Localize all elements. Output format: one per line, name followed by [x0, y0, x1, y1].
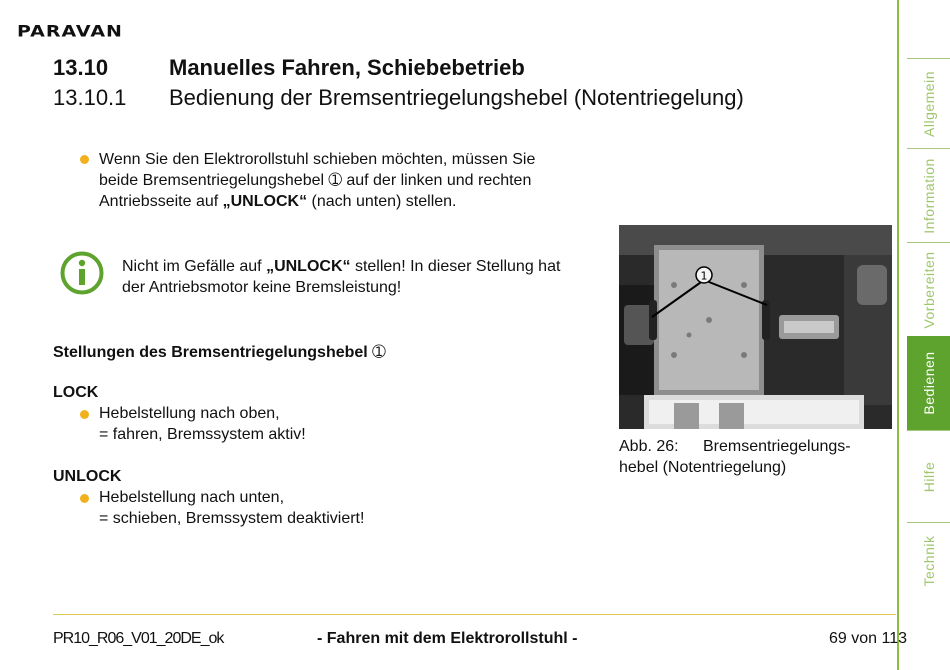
info-icon — [60, 251, 104, 295]
footer-divider — [53, 614, 896, 615]
figure-label: Abb. 26: — [619, 438, 679, 455]
note-line-2: der Antriebsmotor keine Bremsleistung! — [122, 279, 402, 296]
tab-vorbereiten[interactable]: Vorbereiten — [907, 242, 950, 337]
section-heading — [53, 55, 525, 81]
tab-allgemein[interactable]: Allgemein — [907, 58, 950, 149]
bullet-icon — [80, 155, 89, 164]
figure-marker: 1 — [700, 269, 708, 283]
bullet-icon — [80, 410, 89, 419]
logo-text: PARAVAN — [17, 22, 123, 41]
chapter-sidebar — [907, 58, 950, 598]
unlock-heading: UNLOCK — [53, 468, 122, 485]
note-unlock-emphasis: „UNLOCK“ — [266, 258, 351, 275]
margin-rule — [897, 0, 899, 670]
brake-lever-photo — [619, 225, 892, 429]
section-number: 13.10 — [53, 55, 109, 80]
lock-description: Hebelstellung nach oben, = fahren, Bremssystem aktiv! — [99, 405, 306, 443]
section-title: Manuelles Fahren, Schiebebetrieb — [169, 55, 525, 80]
tab-technik[interactable]: Technik — [907, 522, 950, 599]
warning-note — [122, 256, 560, 298]
document-id: PR10_R06_V01_20DE_ok — [53, 630, 224, 647]
tab-information[interactable]: Information — [907, 148, 950, 243]
paravan-logo — [17, 22, 123, 41]
unlock-description: Hebelstellung nach unten, = schieben, Bremssystem deaktiviert! — [99, 489, 365, 527]
page-number: 69 von 113 — [829, 630, 907, 647]
intro-paragraph — [99, 149, 535, 212]
subsection-number: 13.10.1 — [53, 85, 127, 110]
intro-line-1: Wenn Sie den Elektrorollstuhl schieben möchten, müssen Sie — [99, 151, 536, 168]
lock-heading: LOCK — [53, 384, 99, 401]
subsection-title: Bedienung der Bremsentriegelungshebel (Notentriegelung) — [169, 85, 744, 110]
bullet-icon — [80, 494, 89, 503]
positions-heading: Stellungen des Bremsentriegelungshebel ➀ — [53, 344, 386, 361]
chapter-name: - Fahren mit dem Elektrorollstuhl - — [317, 630, 578, 647]
figure-caption: Abb. 26: Bremsentriegelungs- hebel (Notentriegelung) — [619, 438, 851, 476]
tab-bedienen[interactable]: Bedienen — [907, 336, 950, 430]
note-line-1: Nicht im Gefälle auf „UNLOCK“ stellen! In dieser Stellung hat — [122, 258, 561, 275]
intro-line-2: beide Bremsentriegelungshebel ➀ auf der linken und rechten — [99, 172, 532, 189]
intro-line-3: Antriebsseite auf „UNLOCK“ (nach unten) stellen. — [99, 193, 457, 210]
unlock-emphasis: „UNLOCK“ — [222, 193, 308, 210]
subsection-heading — [53, 85, 744, 111]
tab-hilfe[interactable]: Hilfe — [907, 430, 950, 523]
